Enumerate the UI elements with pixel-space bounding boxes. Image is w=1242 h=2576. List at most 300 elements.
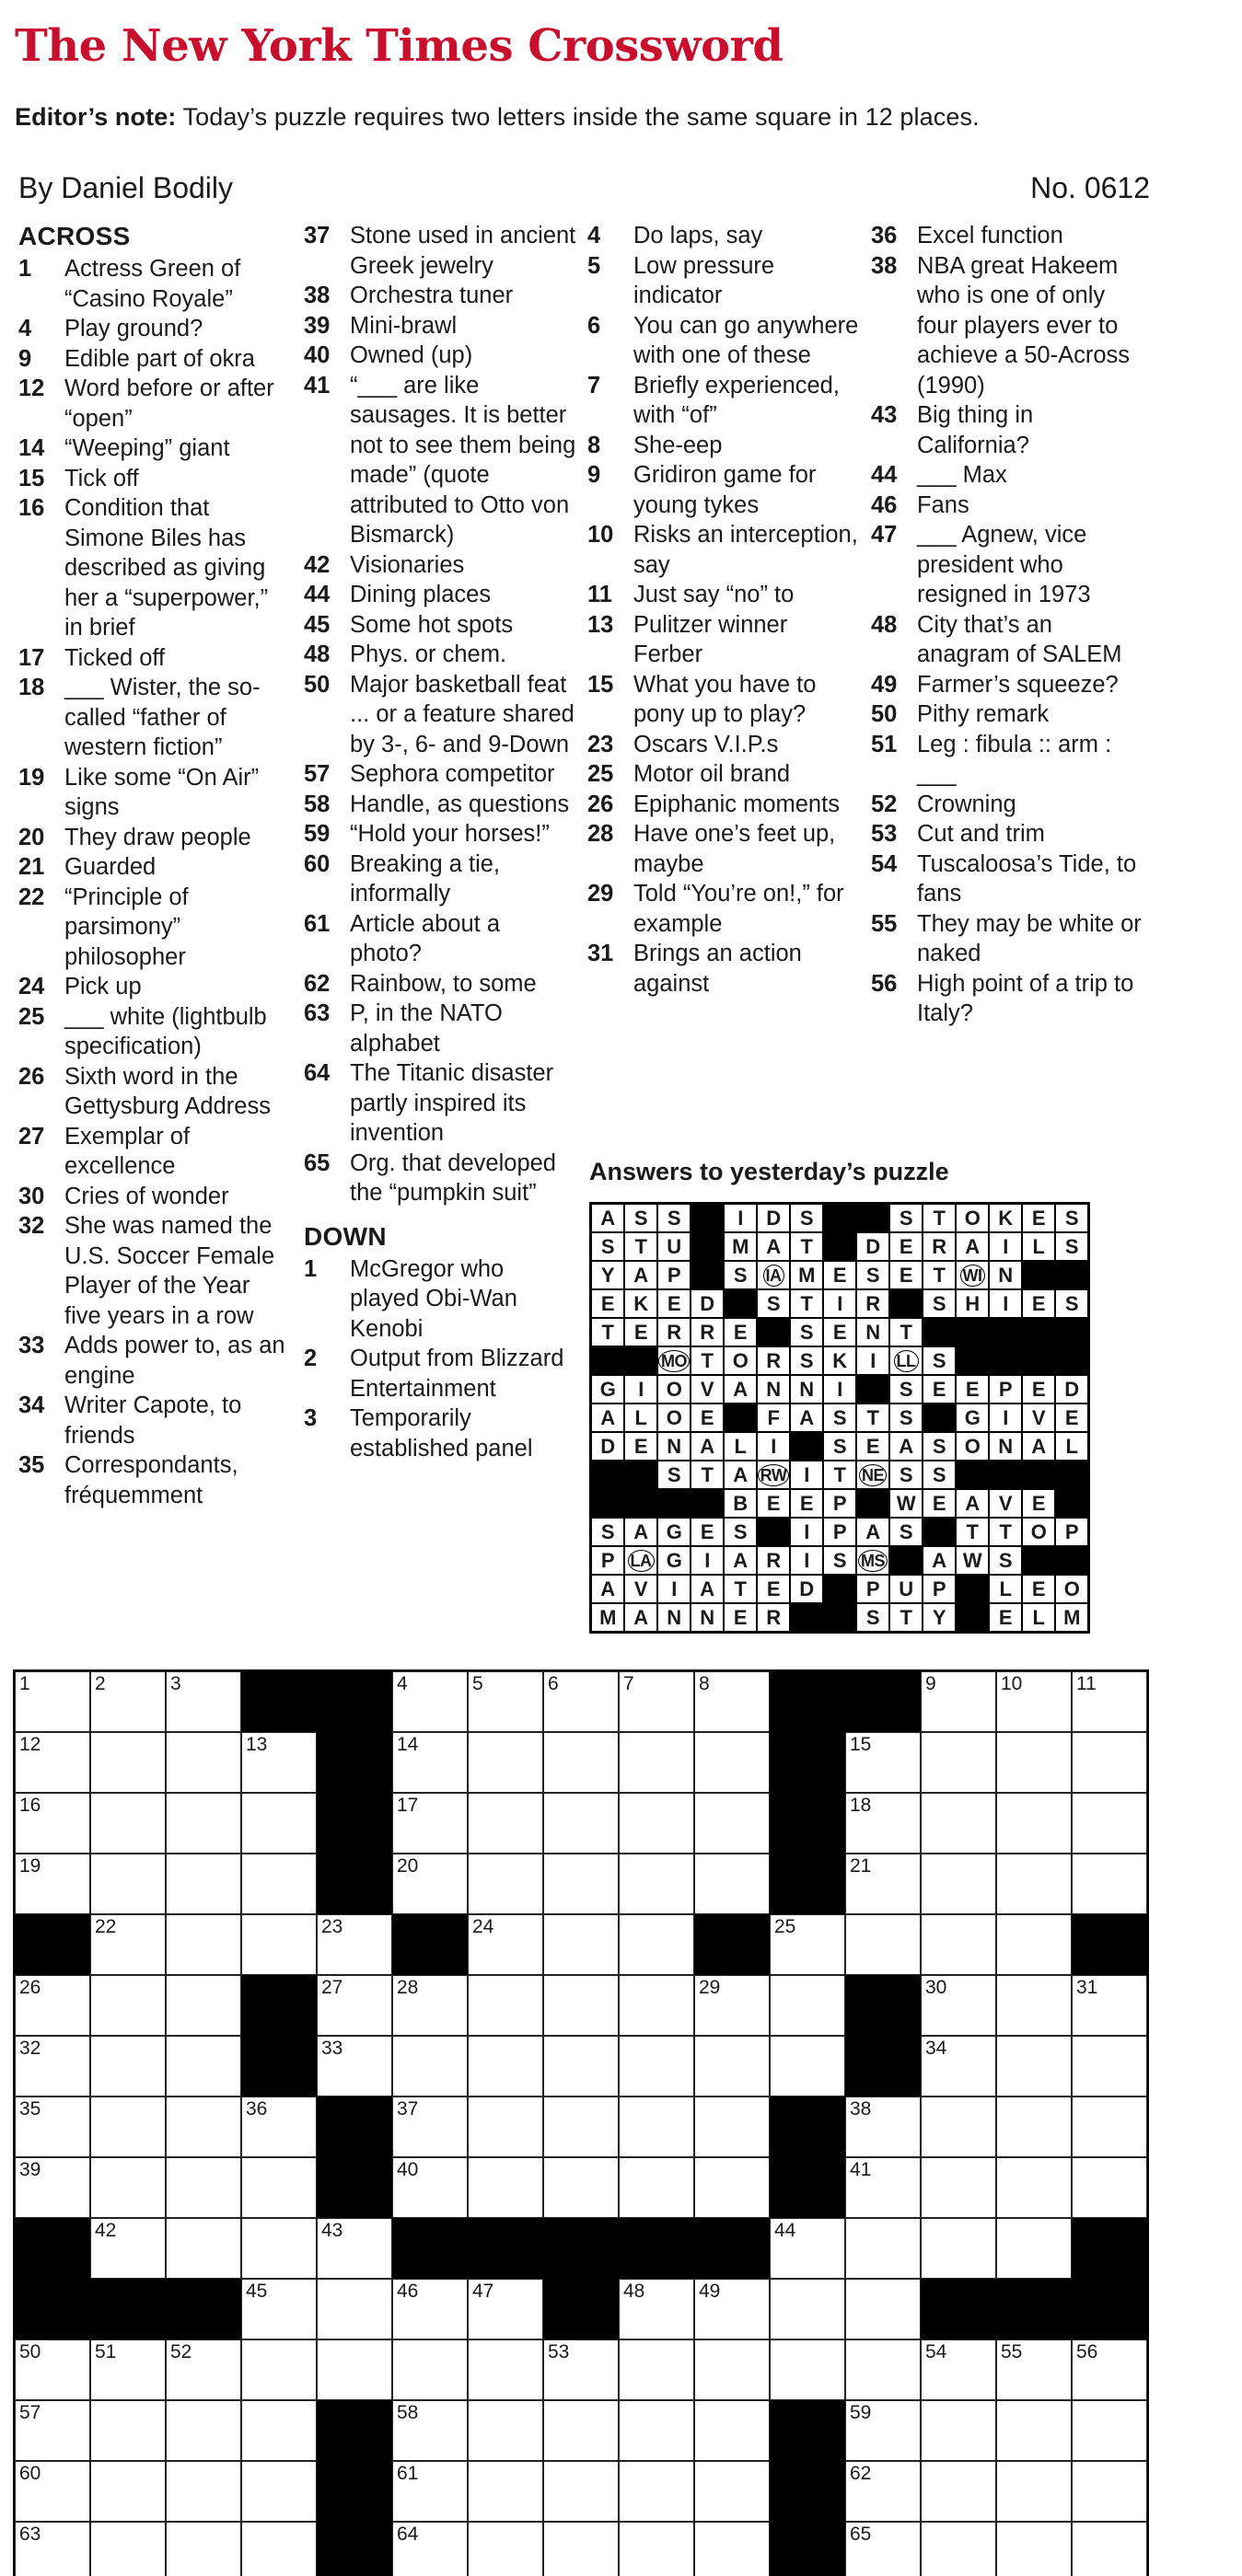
grid-cell[interactable] [392, 1793, 468, 1854]
grid-cell[interactable] [317, 2339, 392, 2400]
grid-cell[interactable] [241, 1914, 317, 1975]
across-clue-62[interactable] [304, 969, 576, 999]
grid-cell[interactable] [90, 2400, 166, 2461]
grid-cell[interactable] [845, 1854, 921, 1914]
black-square [241, 1975, 317, 2036]
clue-text: She-eep [633, 432, 723, 458]
grid-cell[interactable] [317, 2036, 392, 2097]
grid-cell[interactable] [90, 1854, 166, 1914]
down-clue-10[interactable] [587, 520, 860, 580]
down-clue-29[interactable] [587, 879, 860, 939]
answers-row [591, 1489, 1088, 1518]
grid-cell[interactable] [921, 1975, 996, 2036]
grid-cell[interactable] [996, 1793, 1072, 1854]
grid-cell[interactable] [619, 2036, 694, 2097]
grid-cell[interactable] [921, 2036, 996, 2097]
grid-cell[interactable] [166, 2339, 241, 2400]
grid-cell[interactable] [1072, 2097, 1147, 2157]
grid-cell[interactable] [468, 2036, 543, 2097]
down-clue-49[interactable] [871, 670, 1143, 700]
grid-cell[interactable] [996, 2097, 1072, 2157]
down-clue-44[interactable] [871, 460, 1143, 491]
grid-cell[interactable] [392, 2097, 468, 2157]
cell-number: 32 [19, 2038, 41, 2059]
grid-cell[interactable] [845, 2157, 921, 2218]
down-clue-51[interactable] [871, 730, 1143, 790]
down-clue-43[interactable] [871, 400, 1143, 460]
down-clue-38[interactable] [871, 251, 1143, 401]
grid-cell[interactable] [921, 1732, 996, 1793]
across-clue-35[interactable] [18, 1450, 291, 1510]
grid-cell[interactable] [694, 1975, 770, 2036]
down-clue-48[interactable] [871, 610, 1143, 670]
across-clue-14[interactable] [18, 433, 291, 464]
answers-cell: P [923, 1575, 956, 1603]
clue-number: 3 [304, 1405, 318, 1431]
grid-cell[interactable] [543, 2522, 619, 2576]
grid-cell[interactable] [694, 2522, 770, 2576]
grid-cell[interactable] [694, 1671, 770, 1732]
answers-cell: E [856, 1432, 889, 1461]
grid-cell[interactable] [845, 1732, 921, 1793]
grid-cell[interactable] [15, 2097, 90, 2157]
cell-number: 43 [321, 2220, 343, 2241]
grid-cell[interactable] [15, 1854, 90, 1914]
across-clue-45[interactable] [304, 610, 576, 641]
grid-cell[interactable] [468, 2097, 543, 2157]
grid-cell[interactable] [619, 1793, 694, 1854]
grid-cell[interactable] [845, 2279, 921, 2339]
clue-text: Visionaries [350, 551, 465, 578]
down-clue-4[interactable] [587, 221, 860, 251]
grid-cell[interactable] [166, 1914, 241, 1975]
down-clue-2[interactable] [304, 1344, 576, 1404]
across-clue-25[interactable] [18, 1002, 291, 1062]
cell-number: 56 [1076, 2341, 1098, 2362]
grid-cell[interactable] [241, 2157, 317, 2218]
grid-cell[interactable] [166, 1854, 241, 1914]
grid-cell[interactable] [770, 1914, 845, 1975]
grid-cell[interactable] [619, 2400, 694, 2461]
grid-cell[interactable] [241, 2339, 317, 2400]
down-clue-31[interactable] [587, 939, 860, 999]
answers-cell: L [989, 1575, 1022, 1603]
grid-cell[interactable] [1072, 1793, 1147, 1854]
grid-cell[interactable] [921, 2522, 996, 2576]
grid-cell[interactable] [166, 1732, 241, 1793]
grid-cell[interactable] [694, 1793, 770, 1854]
grid-cell[interactable] [619, 1854, 694, 1914]
grid-cell[interactable] [166, 2461, 241, 2522]
grid-cell[interactable] [845, 1914, 921, 1975]
grid-cell[interactable] [845, 2097, 921, 2157]
across-clue-59[interactable] [304, 819, 576, 849]
across-clue-17[interactable] [18, 643, 291, 674]
grid-cell[interactable] [543, 1671, 619, 1732]
grid-cell[interactable] [468, 2279, 543, 2339]
grid-cell[interactable] [15, 2157, 90, 2218]
grid-cell[interactable] [90, 1671, 166, 1732]
answers-cell: S [889, 1461, 923, 1489]
cell-number: 27 [321, 1977, 343, 1998]
grid-cell[interactable] [468, 2339, 543, 2400]
black-square [317, 1732, 392, 1793]
grid-cell[interactable] [996, 2339, 1072, 2400]
across-clue-9[interactable] [18, 344, 291, 375]
grid-cell[interactable] [90, 2097, 166, 2157]
grid-cell[interactable] [543, 2461, 619, 2522]
grid-cell[interactable] [996, 1854, 1072, 1914]
grid-cell[interactable] [317, 1914, 392, 1975]
grid-cell[interactable] [619, 2461, 694, 2522]
down-clue-46[interactable] [871, 491, 1143, 521]
across-clue-50[interactable] [304, 670, 576, 760]
clue-number: 36 [871, 223, 898, 248]
grid-cell[interactable] [15, 1732, 90, 1793]
grid-cell[interactable] [845, 2522, 921, 2576]
clue-number: 26 [587, 791, 614, 817]
grid-cell[interactable] [392, 1671, 468, 1732]
grid-cell[interactable] [619, 1975, 694, 2036]
grid-cell[interactable] [392, 1854, 468, 1914]
across-clue-32[interactable] [18, 1211, 291, 1331]
grid-cell[interactable] [543, 2097, 619, 2157]
across-clue-44[interactable] [304, 580, 576, 610]
down-clue-8[interactable] [587, 431, 860, 461]
grid-cell[interactable] [1072, 2400, 1147, 2461]
grid-cell[interactable] [694, 2400, 770, 2461]
grid-cell[interactable] [1072, 2157, 1147, 2218]
grid-cell[interactable] [468, 1793, 543, 1854]
grid-cell[interactable] [996, 2036, 1072, 2097]
grid-cell[interactable] [694, 2339, 770, 2400]
grid-cell[interactable] [845, 2461, 921, 2522]
across-clue-38[interactable] [304, 281, 576, 311]
black-square [468, 2218, 543, 2279]
across-clue-15[interactable] [18, 464, 291, 494]
grid-cell[interactable] [241, 2461, 317, 2522]
grid-cell[interactable] [845, 2218, 921, 2279]
grid-cell[interactable] [996, 2522, 1072, 2576]
grid-cell[interactable] [694, 1854, 770, 1914]
grid-cell[interactable] [921, 2339, 996, 2400]
black-square [619, 2218, 694, 2279]
answers-cell: R [757, 1346, 790, 1375]
grid-cell[interactable] [921, 2218, 996, 2279]
across-clue-12[interactable] [18, 374, 291, 433]
answers-black-square [691, 1261, 724, 1289]
grid-cell[interactable] [1072, 2522, 1147, 2576]
across-clue-60[interactable] [304, 849, 576, 909]
clue-number: 15 [587, 671, 614, 698]
across-clue-26[interactable] [18, 1062, 291, 1122]
grid-cell[interactable] [392, 2339, 468, 2400]
across-clue-61[interactable] [304, 909, 576, 969]
across-clue-27[interactable] [18, 1122, 291, 1182]
grid-cell[interactable] [543, 1914, 619, 1975]
grid-cell[interactable] [996, 1671, 1072, 1732]
down-clue-26[interactable] [587, 790, 860, 820]
across-clue-22[interactable] [18, 883, 291, 973]
grid-cell[interactable] [619, 1914, 694, 1975]
grid-cell[interactable] [90, 1914, 166, 1975]
grid-cell[interactable] [15, 2400, 90, 2461]
answers-cell: G [657, 1546, 691, 1575]
grid-cell[interactable] [619, 2157, 694, 2218]
grid-cell[interactable] [543, 1975, 619, 2036]
grid-cell[interactable] [15, 2036, 90, 2097]
answers-cell: N [657, 1603, 691, 1632]
across-clue-34[interactable] [18, 1391, 291, 1450]
grid-cell[interactable] [921, 2157, 996, 2218]
across-clue-58[interactable] [304, 790, 576, 820]
answers-cell: N [691, 1603, 724, 1632]
grid-cell[interactable] [1072, 2461, 1147, 2522]
down-clue-25[interactable] [587, 759, 860, 790]
across-clue-1[interactable] [18, 254, 291, 314]
grid-cell[interactable] [392, 2279, 468, 2339]
grid-cell[interactable] [166, 2218, 241, 2279]
down-clue-13[interactable] [587, 610, 860, 670]
across-clue-41[interactable] [304, 371, 576, 550]
grid-cell[interactable] [468, 1914, 543, 1975]
down-clue-5[interactable] [587, 251, 860, 311]
grid-cell[interactable] [392, 2522, 468, 2576]
across-clue-37[interactable] [304, 221, 576, 281]
grid-cell[interactable] [90, 1793, 166, 1854]
grid-cell[interactable] [619, 2522, 694, 2576]
grid-cell[interactable] [543, 1793, 619, 1854]
grid-cell[interactable] [543, 2400, 619, 2461]
grid-cell[interactable] [468, 1975, 543, 2036]
grid-cell[interactable] [619, 2279, 694, 2339]
grid-cell[interactable] [392, 2461, 468, 2522]
cell-number: 24 [472, 1916, 494, 1937]
grid-cell[interactable] [694, 1732, 770, 1793]
grid-cell[interactable] [90, 2461, 166, 2522]
grid-cell[interactable] [241, 2400, 317, 2461]
grid-cell[interactable] [921, 2400, 996, 2461]
down-clue-50[interactable] [871, 699, 1143, 730]
down-clue-54[interactable] [871, 849, 1143, 909]
grid-cell[interactable] [921, 1671, 996, 1732]
grid-cell[interactable] [770, 2279, 845, 2339]
grid-cell[interactable] [317, 1975, 392, 2036]
grid-cell[interactable] [619, 1671, 694, 1732]
grid-cell[interactable] [921, 1854, 996, 1914]
grid-cell[interactable] [166, 2097, 241, 2157]
grid-cell[interactable] [90, 2522, 166, 2576]
across-clue-39[interactable] [304, 311, 576, 341]
grid-cell[interactable] [468, 1854, 543, 1914]
across-clue-33[interactable] [18, 1331, 291, 1391]
down-clue-11[interactable] [587, 580, 860, 610]
clue-text: Owned (up) [350, 342, 473, 368]
down-clue-28[interactable] [587, 819, 860, 879]
down-clue-23[interactable] [587, 730, 860, 760]
down-clue-56[interactable] [871, 969, 1143, 1029]
grid-cell[interactable] [543, 2036, 619, 2097]
grid-cell[interactable] [921, 2097, 996, 2157]
cell-number: 57 [19, 2402, 41, 2423]
answers-cell: E [757, 1575, 790, 1603]
grid-cell[interactable] [770, 2218, 845, 2279]
grid-cell[interactable] [241, 2522, 317, 2576]
grid-cell[interactable] [694, 2157, 770, 2218]
grid-cell[interactable] [619, 2339, 694, 2400]
across-clue-19[interactable] [18, 763, 291, 823]
answers-black-square [691, 1489, 724, 1518]
grid-cell[interactable] [996, 2157, 1072, 2218]
grid-cell[interactable] [1072, 2036, 1147, 2097]
grid-cell[interactable] [15, 2461, 90, 2522]
grid-cell[interactable] [845, 2339, 921, 2400]
across-clue-30[interactable] [18, 1182, 291, 1212]
grid-cell[interactable] [619, 2097, 694, 2157]
grid-cell[interactable] [543, 1732, 619, 1793]
grid-cell[interactable] [317, 2218, 392, 2279]
grid-cell[interactable] [921, 2461, 996, 2522]
grid-cell[interactable] [468, 2522, 543, 2576]
grid-cell[interactable] [1072, 1854, 1147, 1914]
grid-cell[interactable] [694, 2097, 770, 2157]
grid-cell[interactable] [468, 1671, 543, 1732]
grid-cell[interactable] [392, 1732, 468, 1793]
grid-cell[interactable] [392, 2157, 468, 2218]
grid-cell[interactable] [15, 1793, 90, 1854]
grid-cell[interactable] [15, 1671, 90, 1732]
grid-cell[interactable] [317, 2279, 392, 2339]
grid-cell[interactable] [543, 2339, 619, 2400]
grid-cell[interactable] [15, 2522, 90, 2576]
down-clue-9[interactable] [587, 460, 860, 520]
grid-cell[interactable] [468, 2400, 543, 2461]
grid-row [15, 1671, 1147, 1732]
grid-cell[interactable] [921, 1914, 996, 1975]
grid-cell[interactable] [241, 1732, 317, 1793]
across-clue-65[interactable] [304, 1149, 576, 1208]
across-clue-4[interactable] [18, 314, 291, 344]
grid-cell[interactable] [996, 1975, 1072, 2036]
black-square [845, 1975, 921, 2036]
answers-cell: S [823, 1404, 856, 1432]
across-clue-20[interactable] [18, 823, 291, 853]
down-clue-15[interactable] [587, 670, 860, 730]
grid-cell[interactable] [845, 2400, 921, 2461]
down-clue-6[interactable] [587, 311, 860, 371]
across-clue-16[interactable] [18, 493, 291, 643]
down-clue-47[interactable] [871, 520, 1143, 610]
grid-cell[interactable] [241, 1854, 317, 1914]
grid-cell[interactable] [694, 2279, 770, 2339]
grid-cell[interactable] [996, 2218, 1072, 2279]
grid-cell[interactable] [392, 2036, 468, 2097]
across-clue-21[interactable] [18, 852, 291, 883]
grid-cell[interactable] [770, 2339, 845, 2400]
down-clue-55[interactable] [871, 909, 1143, 969]
grid-row [15, 2097, 1147, 2157]
across-clue-24[interactable] [18, 972, 291, 1002]
grid-cell[interactable] [166, 2400, 241, 2461]
grid-cell[interactable] [15, 2339, 90, 2400]
grid-cell[interactable] [468, 2157, 543, 2218]
down-clue-3[interactable] [304, 1404, 576, 1463]
clue-text: Correspondants, fréquemment [64, 1452, 238, 1508]
answers-cell: P [591, 1546, 624, 1575]
grid-cell[interactable] [166, 2522, 241, 2576]
grid-cell[interactable] [90, 1732, 166, 1793]
grid-cell[interactable] [921, 1793, 996, 1854]
grid-cell[interactable] [166, 1793, 241, 1854]
grid-cell[interactable] [468, 2461, 543, 2522]
across-clue-48[interactable] [304, 640, 576, 670]
grid-cell[interactable] [392, 2400, 468, 2461]
across-clue-42[interactable] [304, 550, 576, 581]
clue-text: High point of a trip to Italy? [917, 970, 1134, 1026]
grid-cell[interactable] [166, 2157, 241, 2218]
grid-cell[interactable] [543, 1854, 619, 1914]
grid-cell[interactable] [1072, 1671, 1147, 1732]
grid-cell[interactable] [166, 2036, 241, 2097]
answers-cell: D [757, 1204, 790, 1232]
answers-black-square [757, 1518, 790, 1546]
grid-cell[interactable] [996, 1732, 1072, 1793]
across-clue-40[interactable] [304, 341, 576, 371]
grid-cell[interactable] [90, 1975, 166, 2036]
grid-cell[interactable] [996, 2400, 1072, 2461]
down-clue-52[interactable] [871, 790, 1143, 820]
grid-cell[interactable] [468, 1732, 543, 1793]
answers-cell: T [889, 1318, 923, 1346]
down-clue-1[interactable] [304, 1254, 576, 1345]
grid-cell[interactable] [166, 1671, 241, 1732]
grid-cell[interactable] [392, 1975, 468, 2036]
grid-cell[interactable] [770, 2036, 845, 2097]
down-clue-7[interactable] [587, 371, 860, 431]
grid-cell[interactable] [996, 1914, 1072, 1975]
grid-cell[interactable] [241, 2097, 317, 2157]
grid-cell[interactable] [770, 1975, 845, 2036]
across-clue-18[interactable] [18, 673, 291, 763]
across-clue-63[interactable] [304, 999, 576, 1058]
grid-cell[interactable] [166, 1975, 241, 2036]
grid-cell[interactable] [1072, 1975, 1147, 2036]
grid-cell[interactable] [996, 2461, 1072, 2522]
grid-cell[interactable] [241, 2218, 317, 2279]
clue-text: “Hold your horses!” [350, 821, 550, 847]
across-clue-64[interactable] [304, 1058, 576, 1149]
grid-cell[interactable] [15, 1975, 90, 2036]
grid-cell[interactable] [694, 2036, 770, 2097]
grid-cell[interactable] [90, 2218, 166, 2279]
grid-cell[interactable] [543, 2157, 619, 2218]
down-clue-53[interactable] [871, 819, 1143, 849]
grid-cell[interactable] [241, 1793, 317, 1854]
grid-cell[interactable] [694, 2461, 770, 2522]
grid-cell[interactable] [241, 2279, 317, 2339]
answers-row [591, 1204, 1088, 1232]
grid-cell[interactable] [845, 1793, 921, 1854]
across-clue-57[interactable] [304, 759, 576, 790]
grid-cell[interactable] [1072, 2339, 1147, 2400]
black-square [15, 2218, 90, 2279]
grid-cell[interactable] [619, 1732, 694, 1793]
down-clue-36[interactable] [871, 221, 1143, 251]
grid-cell[interactable] [90, 2339, 166, 2400]
grid-cell[interactable] [90, 2157, 166, 2218]
grid-cell[interactable] [1072, 1732, 1147, 1793]
grid-cell[interactable] [90, 2036, 166, 2097]
